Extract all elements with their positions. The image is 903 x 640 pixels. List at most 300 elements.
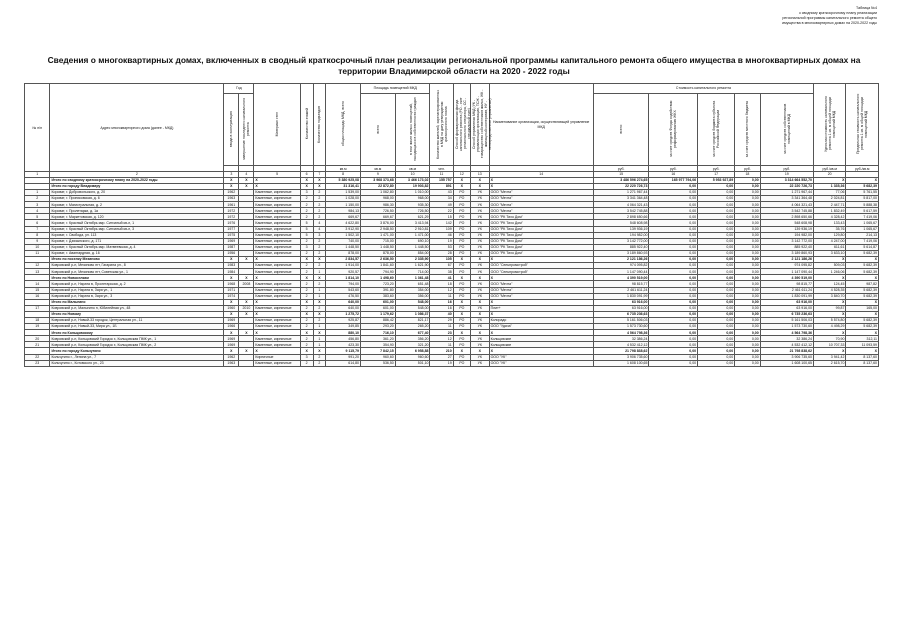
cell-fund: Х — [453, 183, 470, 189]
cell-area: 880,10 — [326, 330, 361, 336]
unit-rubm2: руб./кв.м — [813, 166, 845, 172]
cell-cit: 1 621,90 — [395, 263, 430, 269]
cell-ct: 63 916,00 — [593, 299, 649, 305]
cell-cit: 960,60 — [395, 354, 430, 360]
cell-co: 3 314 664 552,70 — [760, 177, 813, 183]
cell-wall: Каменные, кирпичные — [254, 342, 300, 348]
cell-num: 10 — [25, 244, 50, 250]
cell-cb: 0,00 — [698, 250, 735, 256]
cell-area: 456,80 — [326, 336, 361, 342]
cell-cit: 714,00 — [395, 269, 430, 275]
cell-cl: 0,00 — [735, 305, 760, 311]
cell-co: 4 532 412,12 — [760, 342, 813, 348]
cell-cb: 0,00 — [698, 244, 735, 250]
cell-wall: Каменные, кирпичные — [254, 244, 300, 250]
cell-yr: Х — [239, 330, 254, 336]
cell-addr: Итого по городу Владимиру — [50, 183, 224, 189]
unit-rub: руб. — [735, 166, 760, 172]
cell-yb: 1962 — [224, 354, 239, 360]
cell-yb: Х — [224, 257, 239, 263]
cell-fl: 2 — [300, 281, 313, 287]
cell-prem: 2 636,50 — [360, 257, 395, 263]
cell-org: ООО "УК" — [489, 360, 593, 366]
cell-prem: 3 968 373,68 — [360, 177, 395, 183]
header-org-name: Наименование организации, осуществляющей управление МКД — [489, 84, 593, 166]
cell-cit: 354,00 — [395, 287, 430, 293]
header-cost-budget: за счет средств бюджета субъекта Российской Федерации — [698, 94, 735, 166]
column-number: 5 — [254, 172, 300, 177]
cell-num: 17 — [25, 305, 50, 311]
cell-cb: 0,00 — [698, 281, 735, 287]
attachment-line: имущества в многоквартирных домах на 2020-2022 годы — [782, 21, 877, 26]
cell-co: 2 898 650,66 — [760, 214, 813, 220]
cell-org: Кольцовские — [489, 342, 593, 348]
cell-uc: 5 574,80 — [813, 317, 845, 323]
cell-prem: 1 498,60 — [360, 275, 395, 281]
unit-rub: руб. — [698, 166, 735, 172]
cell-prem: 715,00 — [360, 238, 395, 244]
cell-cb: 0,00 — [698, 317, 735, 323]
cell-lc: 5 617,59 — [846, 208, 879, 214]
cell-res: 11 — [430, 342, 453, 348]
cell-uc: 1 832,49 — [813, 208, 845, 214]
cell-wall: Каменные, кирпичные — [254, 305, 300, 311]
cell-cb: 0,00 — [698, 287, 735, 293]
header-total-area: общая площадь МКД, всего — [326, 84, 361, 166]
unit-m2: кв.м — [360, 166, 395, 172]
cell-cl: 0,00 — [735, 293, 760, 299]
cell-prem: 3 876,00 — [360, 220, 395, 226]
cell-yb: Х — [224, 299, 239, 305]
cell-org: Х — [489, 330, 593, 336]
cell-co: 63 916,00 — [760, 299, 813, 305]
cell-mgmt: УК — [471, 250, 490, 256]
cell-area: 991,20 — [326, 354, 361, 360]
cell-num: 18 — [25, 317, 50, 323]
column-number: 11 — [430, 172, 453, 177]
cell-lc: 5 682,39 — [846, 263, 879, 269]
cell-en: 1 — [313, 269, 326, 275]
column-number: 2 — [50, 172, 224, 177]
cell-prem: 2 948,50 — [360, 226, 395, 232]
cell-wall: Х — [254, 183, 300, 189]
cell-fund: РО — [453, 208, 470, 214]
cell-cf: 0,00 — [649, 244, 698, 250]
cell-cb: 0,00 — [698, 305, 735, 311]
cell-area: 1 150,00 — [326, 202, 361, 208]
unit-rub: руб. — [760, 166, 813, 172]
cell-en: 1 — [313, 342, 326, 348]
header-cost-owners: за счет средств собственников помещений в МКД — [760, 94, 813, 166]
cell-fund: РО — [453, 281, 470, 287]
cell-ct: 548 608,98 — [593, 220, 649, 226]
header-floors: Количество этажей — [300, 84, 313, 166]
cell-cf: 0,00 — [649, 183, 698, 189]
cell-prem: 716,10 — [360, 330, 395, 336]
cell-cf: 0,00 — [649, 299, 698, 305]
cell-cit: 854,00 — [395, 250, 430, 256]
cell-cf: 0,00 — [649, 250, 698, 256]
cell-yr: Х — [239, 177, 254, 183]
cell-fl: 2 — [300, 202, 313, 208]
cell-uc: 70,90 — [813, 336, 845, 342]
cell-area: 349,85 — [326, 324, 361, 330]
cell-area: 1 814,10 — [326, 275, 361, 281]
cell-uc: 611,61 — [813, 244, 845, 250]
cell-yb: Х — [224, 177, 239, 183]
cell-cb: 0,00 — [698, 336, 735, 342]
cell-res: 12 — [430, 287, 453, 293]
cell-ct: 885 922,40 — [593, 244, 649, 250]
cell-wall: Каменные, кирпичные — [254, 250, 300, 256]
cell-en: 2 — [313, 281, 326, 287]
cell-cf: 0,00 — [649, 281, 698, 287]
cell-en: Х — [313, 177, 326, 183]
cell-cb: 0,00 — [698, 190, 735, 196]
cell-fl: Х — [300, 299, 313, 305]
cell-area: 920,57 — [326, 269, 361, 275]
cell-uc: 77,06 — [813, 190, 845, 196]
cell-cf: 0,00 — [649, 202, 698, 208]
cell-num: 3 — [25, 202, 50, 208]
cell-cit: 1 448,50 — [395, 244, 430, 250]
cell-cb: 0,00 — [698, 360, 735, 366]
column-number: 8 — [326, 172, 361, 177]
cell-lc: 5 888,38 — [846, 202, 879, 208]
cell-addr: Кольчугино г., Ленина ул., 7 — [50, 354, 224, 360]
cell-ct: 3 542 745,88 — [593, 208, 649, 214]
cell-prem: 726,50 — [360, 208, 395, 214]
cell-ct: 2 461 611,24 — [593, 287, 649, 293]
cell-cit: 1 086,37 — [395, 311, 430, 317]
cell-org: ООО "РК Тихо Дом" — [489, 244, 593, 250]
cell-cit: 677,40 — [395, 330, 430, 336]
cell-lc: 165,00 — [846, 305, 879, 311]
cell-org: Х — [489, 311, 593, 317]
cell-fl: Х — [300, 311, 313, 317]
cell-en: 2 — [313, 250, 326, 256]
cell-lc: 11 093,59 — [846, 342, 879, 348]
cell-mgmt: Х — [471, 348, 490, 354]
cell-lc: 987,82 — [846, 281, 879, 287]
cell-cb: 0,00 — [698, 275, 735, 281]
cell-cb: 0,00 — [698, 354, 735, 360]
cell-res: 38 — [430, 269, 453, 275]
cell-ct: 4 532 412,12 — [593, 342, 649, 348]
cell-yb: 1966 — [224, 324, 239, 330]
cell-uc: 35,76 — [813, 226, 845, 232]
cell-uc: 2 615,70 — [813, 360, 845, 366]
cell-cf: 0,00 — [649, 348, 698, 354]
cell-addr: Ковровский р-н, Кольцовский Городок х, Кольцовская ПМК ул., 2 — [50, 342, 224, 348]
cell-prem: 794,90 — [360, 269, 395, 275]
cell-res: 46 — [430, 232, 453, 238]
cell-uc: 4 528,35 — [813, 287, 845, 293]
cell-wall: Каменные, кирпичные — [254, 202, 300, 208]
cell-uc: Х — [813, 330, 845, 336]
cell-uc: 4 498,29 — [813, 324, 845, 330]
cell-cf: 0,00 — [649, 360, 698, 366]
cell-cit: 19 903,82 — [395, 183, 430, 189]
cell-area: 614,80 — [326, 360, 361, 366]
cell-mgmt: Х — [471, 330, 490, 336]
cell-cf: 165 977 794,06 — [649, 177, 698, 183]
cell-en: 2 — [313, 238, 326, 244]
cell-res: 28 — [430, 250, 453, 256]
cell-en: Х — [313, 299, 326, 305]
cell-cl: 0,00 — [735, 208, 760, 214]
cell-area: 5 380 925,08 — [326, 177, 361, 183]
cell-ct: 3 906 735,60 — [593, 354, 649, 360]
cell-yb: 1975 — [224, 232, 239, 238]
cell-lc: Х — [846, 177, 879, 183]
cell-fl: 5 — [300, 226, 313, 232]
cell-co: 4 564 798,36 — [760, 330, 813, 336]
cell-uc: 1 335,36 — [813, 183, 845, 189]
cell-yb: 1983 — [224, 263, 239, 269]
cell-ct: 5 161 506,03 — [593, 317, 649, 323]
cell-wall: Каменные, кирпичные — [254, 220, 300, 226]
cell-yr: Х — [239, 348, 254, 354]
cell-addr: Итого по Кольцовскому — [50, 330, 224, 336]
attachment-line: региональной программы капитального ремонта общего — [782, 16, 877, 21]
cell-fl: Х — [300, 330, 313, 336]
cell-co: 139 936,19 — [760, 226, 813, 232]
cell-fund: РО — [453, 269, 470, 275]
cell-wall: Х — [254, 299, 300, 305]
cell-org: ООО "Сельпромстрой" — [489, 263, 593, 269]
cell-mgmt: Х — [471, 299, 490, 305]
cell-yb: 1969 — [224, 336, 239, 342]
cell-yr: Х — [239, 311, 254, 317]
cell-cf: 0,00 — [649, 263, 698, 269]
cell-mgmt: УК — [471, 281, 490, 287]
cell-cf: 0,00 — [649, 190, 698, 196]
cell-yr: Х — [239, 299, 254, 305]
cell-num: 15 — [25, 287, 50, 293]
cell-yb: 1974 — [224, 293, 239, 299]
cell-co: 4 390 519,00 — [760, 275, 813, 281]
cell-cf: 0,00 — [649, 336, 698, 342]
column-number: 7 — [313, 172, 326, 177]
column-number: 12 — [453, 172, 470, 177]
cell-en: Х — [313, 311, 326, 317]
cell-lc: 1 065,67 — [846, 220, 879, 226]
cell-cl: 0,00 — [735, 177, 760, 183]
cell-lc: Х — [846, 330, 879, 336]
cell-yr: 2008 — [239, 281, 254, 287]
cell-fund: РО — [453, 293, 470, 299]
cell-cb: 0,00 — [698, 342, 735, 348]
cell-fl: Х — [300, 348, 313, 354]
cell-prem: 536,50 — [360, 360, 395, 366]
cell-prem: 723,20 — [360, 281, 395, 287]
cell-area: 2 834,57 — [326, 257, 361, 263]
cell-en: 2 — [313, 305, 326, 311]
cell-res: 15 — [430, 214, 453, 220]
column-number: 4 — [239, 172, 254, 177]
cell-co: 2 121 186,26 — [760, 257, 813, 263]
cell-cit: 6 958,88 — [395, 348, 430, 354]
cell-res: 18 — [430, 281, 453, 287]
cell-uc: 2 024,81 — [813, 196, 845, 202]
cell-org: Х — [489, 299, 593, 305]
cell-uc: 129,80 — [813, 232, 845, 238]
cell-cl: 0,00 — [735, 196, 760, 202]
cell-wall: Каменные, кирпичные — [254, 287, 300, 293]
cell-lc: 5 682,39 — [846, 250, 879, 256]
cell-fl: 2 — [300, 208, 313, 214]
cell-fund: РО — [453, 342, 470, 348]
register-table — [24, 83, 879, 367]
cell-fl: 2 — [300, 269, 313, 275]
cell-org: Х — [489, 257, 593, 263]
cell-org: Х — [489, 177, 593, 183]
cell-fund: РО — [453, 202, 470, 208]
cell-yr: Х — [239, 257, 254, 263]
cell-num: 5 — [25, 214, 50, 220]
column-number: 16 — [649, 172, 698, 177]
cell-cf: 0,00 — [649, 324, 698, 330]
cell-co: 3 189 860,93 — [760, 250, 813, 256]
cell-mgmt: Х — [471, 257, 490, 263]
cell-cb: 0,00 — [698, 183, 735, 189]
cell-en: 2 — [313, 208, 326, 214]
cell-uc: Х — [813, 299, 845, 305]
cell-en: 4 — [313, 220, 326, 226]
cell-ct: 974 095,82 — [593, 263, 649, 269]
cell-num: 16 — [25, 293, 50, 299]
cell-yb: 1963 — [224, 196, 239, 202]
cell-area: 640,00 — [326, 305, 361, 311]
cell-lc: 5 682,39 — [846, 293, 879, 299]
cell-cl: 0,00 — [735, 250, 760, 256]
cell-co: 21 798 838,62 — [760, 348, 813, 354]
cell-ct: 3 189 860,93 — [593, 250, 649, 256]
cell-uc: 4 328,42 — [813, 214, 845, 220]
cell-ct: 32 386,24 — [593, 336, 649, 342]
cell-area: 1 448,50 — [326, 244, 361, 250]
cell-mgmt: УК — [471, 244, 490, 250]
cell-fund: РО — [453, 214, 470, 220]
cell-wall: Х — [254, 177, 300, 183]
cell-fl: 2 — [300, 250, 313, 256]
cell-fl: 2 — [300, 238, 313, 244]
cell-lc: 7 419,06 — [846, 238, 879, 244]
cell-uc: 133,43 — [813, 220, 845, 226]
cell-cb: 0,00 — [698, 269, 735, 275]
cell-mgmt: Х — [471, 311, 490, 317]
cell-org: ООО "РК Тихо Дом" — [489, 226, 593, 232]
cell-num: 7 — [25, 226, 50, 232]
cell-lc: 8 137,60 — [846, 360, 879, 366]
cell-co: 4 064 321,43 — [760, 202, 813, 208]
cell-cf: 0,00 — [649, 342, 698, 348]
cell-prem: 960,60 — [360, 354, 395, 360]
column-number: 13 — [471, 172, 490, 177]
cell-res: 53 — [430, 244, 453, 250]
cell-yr: Х — [239, 183, 254, 189]
cell-prem: 601,00 — [360, 299, 395, 305]
cell-fund: РО — [453, 336, 470, 342]
cell-area: 1 502,10 — [326, 232, 361, 238]
cell-num: 9 — [25, 238, 50, 244]
cell-area: 925,87 — [326, 317, 361, 323]
cell-prem: 878,00 — [360, 250, 395, 256]
cell-cf: 0,00 — [649, 238, 698, 244]
cell-wall: Каменные, кирпичные — [254, 324, 300, 330]
cell-wall: Каменные, кирпичные — [254, 317, 300, 323]
column-number: 18 — [735, 172, 760, 177]
cell-wall: Каменные, кирпичные — [254, 196, 300, 202]
cell-yb: 1963 — [224, 360, 239, 366]
cell-prem: 22 872,80 — [360, 183, 395, 189]
cell-area: 3 912,90 — [326, 226, 361, 232]
cell-ct: 6 735 236,63 — [593, 311, 649, 317]
cell-cb: 0,00 — [698, 208, 735, 214]
cell-addr: Ковровский р-н, Новый-33, Мира ул., 1Б — [50, 324, 224, 330]
cell-addr: Итого по городу Кольчугино — [50, 348, 224, 354]
cell-prem: 1 841,60 — [360, 263, 395, 269]
cell-fund: РО — [453, 244, 470, 250]
cell-res: 891 — [430, 183, 453, 189]
cell-en: 2 — [313, 202, 326, 208]
cell-num: 23 — [25, 360, 50, 366]
cell-res: 11 — [430, 324, 453, 330]
cell-mgmt: УК — [471, 360, 490, 366]
cell-en: 2 — [313, 360, 326, 366]
cell-co: 3 142 772,00 — [760, 238, 813, 244]
cell-ct: 1 147 090,44 — [593, 269, 649, 275]
cell-ct: 2 898 650,66 — [593, 214, 649, 220]
cell-res: 43 — [430, 190, 453, 196]
cell-num: 8 — [25, 232, 50, 238]
cell-fl: 2 — [300, 317, 313, 323]
cell-wall: Х — [254, 275, 300, 281]
cell-cl: 0,00 — [735, 202, 760, 208]
cell-addr: Ковровский р-н, Малыгино п, Юбилейная ул., 48 — [50, 305, 224, 311]
cell-mgmt: Х — [471, 177, 490, 183]
cell-num: 19 — [25, 324, 50, 330]
cell-org: Кольцовские — [489, 336, 593, 342]
cell-en: 2 — [313, 196, 326, 202]
cell-fund: Х — [453, 348, 470, 354]
cell-fund: РО — [453, 238, 470, 244]
cell-addr: Итого по сводному краткосрочному плану на 2020-2022 годы — [50, 177, 224, 183]
cell-cit: 968,00 — [395, 196, 430, 202]
column-number: 20 — [813, 172, 845, 177]
cell-res: 29 — [430, 317, 453, 323]
cell-ct: 22 220 726,73 — [593, 183, 649, 189]
column-number: 3 — [224, 172, 239, 177]
column-number: 9 — [360, 172, 395, 177]
cell-fl: 3 — [300, 244, 313, 250]
cell-en: Х — [313, 348, 326, 354]
cell-cf: 0,00 — [649, 269, 698, 275]
cell-lc: 1 065,67 — [846, 226, 879, 232]
cell-cf: 0,00 — [649, 317, 698, 323]
cell-yb: 1976 — [224, 220, 239, 226]
cell-cit: 2 335,90 — [395, 257, 430, 263]
cell-cf: 0,00 — [649, 220, 698, 226]
cell-lc: 5 682,39 — [846, 269, 879, 275]
cell-mgmt: УК — [471, 342, 490, 348]
cell-res: 12 — [430, 336, 453, 342]
cell-cit: 356,00 — [395, 293, 430, 299]
cell-cit: 1 361,48 — [395, 275, 430, 281]
cell-area: 4 622,80 — [326, 220, 361, 226]
cell-yb: 1977 — [224, 226, 239, 232]
